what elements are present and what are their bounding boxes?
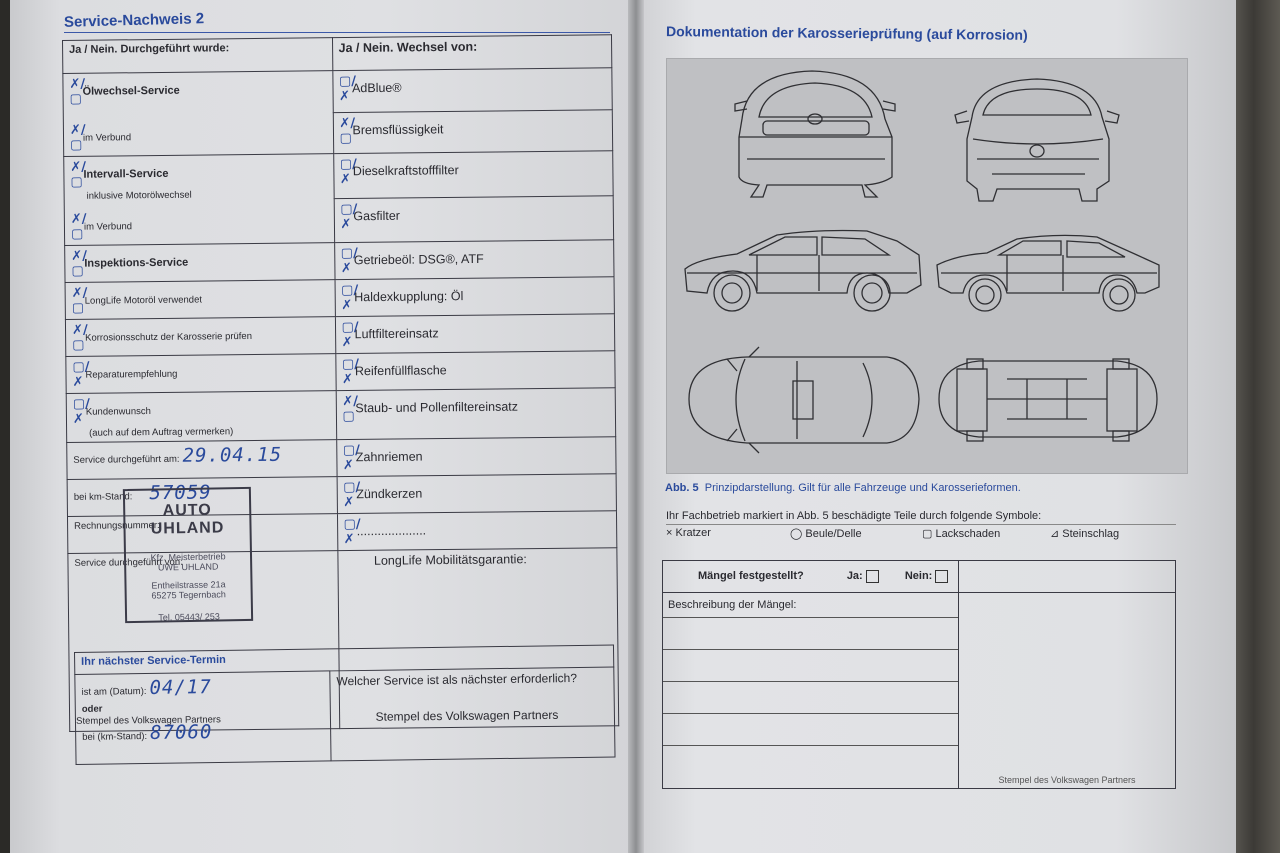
row-label: Kundenwunsch [85, 405, 151, 418]
row-customer[interactable] [66, 391, 336, 443]
check-mark: ▢/✗ [341, 319, 359, 351]
stamp-line: Tel. 05443/ 253 [158, 611, 220, 623]
stamp-line: UWE UHLAND [157, 561, 219, 573]
car-rear-view [735, 71, 895, 197]
service-date-cell[interactable] [67, 440, 337, 480]
row-label: Zahnriemen [355, 449, 423, 465]
row-repair[interactable] [66, 354, 336, 394]
row-label: Intervall-Service [83, 167, 169, 181]
caption-num: Abb. 5 [665, 482, 699, 494]
symbol-scratch: × Kratzer [666, 527, 711, 539]
car-side-right [937, 235, 1159, 311]
car-diagram-svg [667, 59, 1187, 473]
row-label: LongLife Motoröl verwendet [84, 294, 203, 307]
description-cell[interactable] [663, 593, 959, 789]
row-pollen[interactable] [336, 388, 616, 440]
car-top-view [689, 347, 919, 453]
next-service-title: Ihr nächster Service-Termin [75, 645, 614, 675]
km-value: 57059 [149, 481, 212, 505]
description-label: Beschreibung der Mängel: [668, 599, 797, 611]
or-label: oder [81, 703, 103, 715]
caption-text: Prinzipdarstellung. Gilt für alle Fahrzeuge und Karosserieformen. [704, 482, 1021, 494]
check-mark: ✗/▢ [70, 211, 87, 242]
row-interval[interactable] [70, 157, 327, 202]
service-date-label: Service durchgeführt am: [73, 453, 180, 466]
row-label: Gasfilter [353, 208, 400, 223]
symbols-intro: Ihr Fachbetrieb markiert in Abb. 5 beschädigte Teile durch folgende Symbole: [666, 510, 1176, 525]
next-km: 87060 [149, 721, 213, 744]
row-label: .................... [356, 523, 427, 539]
next-date-label: ist am (Datum): [81, 685, 147, 698]
check-mark: ✗/▢ [69, 122, 86, 153]
row-label: im Verbund [83, 221, 133, 233]
row-label: Ölwechsel-Service [82, 84, 180, 98]
check-mark: ✗/▢ [342, 393, 359, 425]
yes-checkbox[interactable] [866, 570, 879, 583]
row-timing-belt[interactable] [336, 437, 616, 477]
row-interval-verbund[interactable] [71, 209, 328, 242]
row-label: AdBlue® [351, 80, 402, 96]
row-sub: inklusive Motorölwechsel [86, 189, 192, 202]
row-longlife[interactable] [65, 280, 335, 320]
row-gas[interactable] [334, 195, 614, 242]
row-label: Zündkerzen [356, 486, 423, 502]
symbol-stone: ⊿ Steinschlag [1050, 528, 1120, 540]
stamp-box [959, 593, 1176, 789]
check-mark: ▢/✗ [72, 359, 90, 390]
check-mark: ✗/▢ [69, 76, 86, 107]
row-tyre[interactable] [335, 351, 615, 391]
check-mark: ▢/✗ [72, 396, 90, 427]
row-brake[interactable] [333, 109, 613, 153]
check-mark: ▢/✗ [340, 201, 358, 232]
left-rows-2 [64, 154, 334, 246]
book-fold [628, 0, 644, 853]
title-rule [64, 32, 610, 33]
stamp-logo: AUTO UHLAND [150, 501, 225, 538]
performed-by-label: Service durchgeführt von: [74, 556, 183, 569]
row-label: im Verbund [82, 132, 132, 144]
right-title: Dokumentation der Karosserieprüfung (auf Korrosion) [665, 23, 1028, 43]
car-front-view [955, 79, 1119, 201]
longlife-label: LongLife Mobilitätsgarantie: [373, 552, 527, 568]
check-mark: ✗/▢ [71, 248, 87, 279]
symbol-dent: ◯ Beule/Delle [790, 528, 862, 540]
defects-table [662, 560, 1176, 789]
stamp-caption-left: Stempel des Volkswagen Partners [76, 714, 221, 727]
defects-question-cell [663, 561, 959, 593]
yes-label: Ja: [846, 570, 863, 583]
km-label: bei km-Stand: [73, 491, 133, 503]
no-checkbox[interactable] [935, 570, 948, 583]
check-mark: ✗/▢ [70, 159, 87, 190]
section-title: Service-Nachweis 2 [63, 10, 205, 31]
row-label: Staub- und Pollenfiltereinsatz [355, 399, 519, 416]
service-grid [62, 34, 619, 732]
next-date: 04/17 [149, 676, 212, 699]
check-mark: ▢/✗ [339, 156, 357, 188]
stamp-caption-right: Stempel des Volkswagen Partners [375, 707, 559, 724]
next-km-label: bei (km-Stand): [82, 730, 148, 743]
check-mark: ▢/✗ [342, 442, 360, 474]
check-mark: ▢/✗ [343, 479, 361, 511]
row-label: Dieselkraftstofffilter [352, 163, 459, 179]
check-mark: ▢/✗ [338, 73, 357, 105]
no-label: Nein: [904, 570, 933, 583]
col-right-header: Ja / Nein. Wechsel von: [332, 35, 612, 71]
row-inspection[interactable] [65, 243, 335, 283]
check-mark: ✗/▢ [71, 285, 88, 316]
row-haldex[interactable] [335, 277, 615, 317]
check-mark: ✗/▢ [339, 115, 356, 146]
car-underbody-view [939, 359, 1157, 441]
row-oil[interactable] [69, 74, 326, 107]
defects-blank [959, 561, 1176, 593]
row-corrosion[interactable] [65, 317, 335, 357]
check-mark: ▢/✗ [341, 356, 360, 388]
row-label: Reparaturempfehlung [85, 368, 178, 381]
row-air-filter[interactable] [335, 314, 615, 354]
service-date: 29.04.15 [182, 443, 283, 467]
check-mark: ▢/✗ [343, 516, 361, 548]
workshop-stamp [123, 487, 253, 623]
row-other[interactable] [337, 511, 617, 551]
row-label: Getriebeöl: DSG®, ATF [353, 251, 484, 268]
right-stamp-caption: Stempel des Volkswagen Partners [998, 775, 1136, 785]
row-label: Haldexkupplung: Öl [354, 289, 464, 305]
row-label: Inspektions-Service [84, 256, 189, 270]
next-service-question[interactable]: Welcher Service ist als nächster erforderlich? [330, 667, 615, 761]
row-label: Luftfiltereinsatz [354, 326, 439, 342]
row-label: Korrosionsschutz der Karosserie prüfen [85, 330, 253, 344]
stamp-line: Kfz. Meisterbetrieb [150, 551, 226, 563]
stamp-line: 65275 Tegernbach [151, 589, 226, 601]
stamp-line: Entheilstrasse 21a [151, 579, 226, 591]
car-diagram [666, 58, 1188, 474]
car-side-left [685, 231, 921, 312]
figure-caption [665, 482, 1021, 494]
symbol-paint: ▢ Lackschaden [922, 528, 1001, 540]
row-label: Reifenfüllflasche [354, 363, 447, 379]
col-left-header: Ja / Nein. Durchgeführt wurde: [63, 38, 333, 74]
invoice-label: Rechnungsnummer: [74, 520, 160, 532]
row-sub: (auch auf dem Auftrag vermerken) [89, 426, 234, 439]
left-rows-1 [63, 71, 333, 157]
check-mark: ▢/✗ [341, 282, 359, 314]
check-mark: ✗/▢ [71, 322, 88, 353]
next-service-grid [74, 644, 616, 765]
check-mark: ▢/✗ [340, 245, 358, 277]
desk-edge [1236, 0, 1280, 853]
row-diesel[interactable] [333, 151, 613, 198]
row-spark[interactable] [337, 474, 617, 514]
row-gear-oil[interactable] [334, 240, 614, 280]
row-adblue[interactable] [332, 68, 612, 112]
row-label: Bremsflüssigkeit [352, 121, 444, 137]
next-date-cell[interactable] [75, 671, 331, 765]
defects-label: Mängel festgestellt? [698, 570, 804, 583]
row-oil-verbund[interactable] [70, 120, 327, 153]
